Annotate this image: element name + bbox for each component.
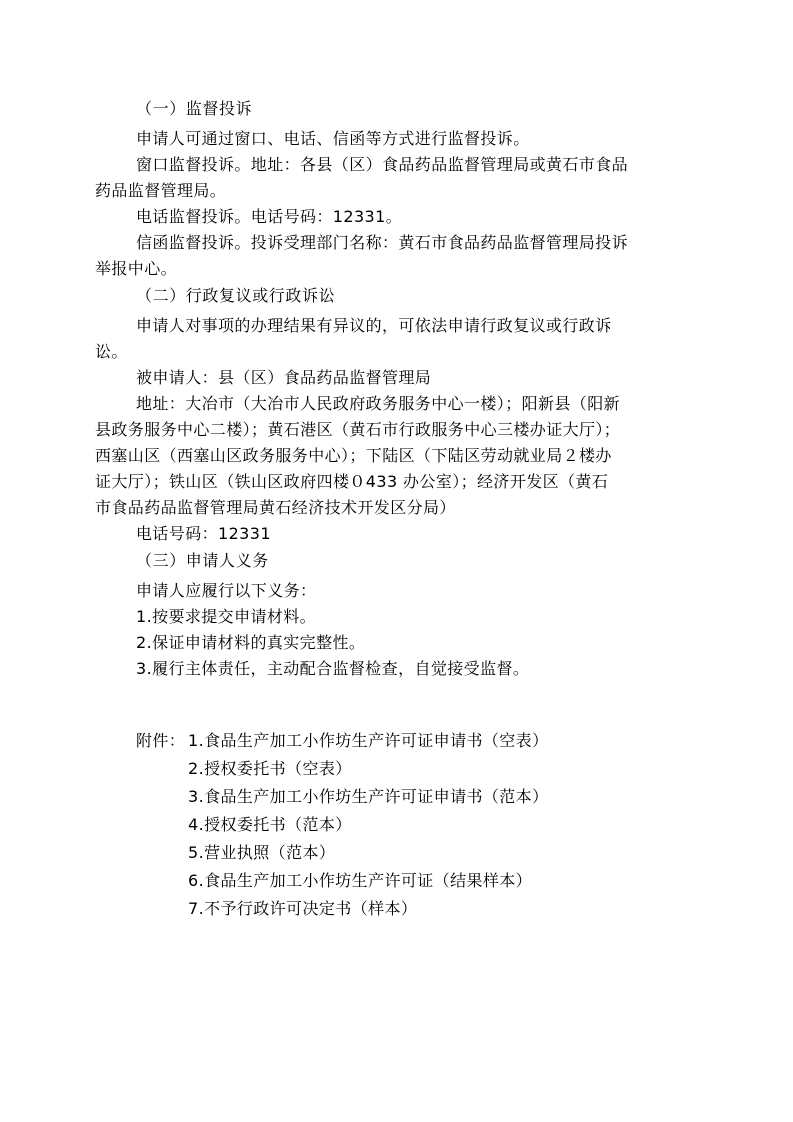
attachment-item: 1.食品生产加工小作坊生产许可证申请书（空表） (188, 731, 549, 750)
paragraph-line: 申请人对事项的办理结果有异议的，可依法申请行政复议或行政诉 (136, 316, 612, 335)
attachment-item: 7.不予行政许可决定书（样本） (188, 899, 418, 918)
list-item: 2.保证申请材料的真实完整性。 (136, 633, 366, 652)
paragraph-line: 举报中心。 (95, 259, 178, 278)
list-item: 3.履行主体责任，主动配合监督检查，自觉接受监督。 (136, 659, 530, 678)
section-heading-review: （二）行政复议或行政诉讼 (136, 286, 336, 305)
paragraph-line: 西塞山区（西塞山区政务服务中心）；下陆区（下陆区劳动就业局２楼办 (95, 446, 612, 465)
paragraph-line: 药品监督管理局。 (95, 181, 227, 200)
attachment-item: 2.授权委托书（空表） (188, 759, 352, 778)
attachment-item: 5.营业执照（范本） (188, 843, 336, 862)
attachments-label: 附件： (136, 731, 186, 750)
paragraph-line: 讼。 (95, 342, 128, 361)
paragraph-line: 窗口监督投诉。地址：各县（区）食品药品监督管理局或黄石市食品 (136, 155, 629, 174)
paragraph-line: 县政务服务中心二楼）；黄石港区（黄石市行政服务中心三楼办证大厅）； (95, 420, 621, 439)
section-heading-supervision: （一）监督投诉 (136, 99, 253, 118)
paragraph-line: 证大厅）；铁山区（铁山区政府四楼０433 办公室）；经济开发区（黄石 (95, 472, 609, 491)
paragraph-line: 地址：大冶市（大冶市人民政府政务服务中心一楼）；阳新县（阳新 (136, 394, 621, 413)
attachment-item: 4.授权委托书（范本） (188, 815, 352, 834)
section-heading-obligations: （三）申请人义务 (136, 551, 269, 570)
paragraph-line: 被申请人：县（区）食品药品监督管理局 (136, 368, 432, 387)
paragraph-line: 电话号码：12331 (136, 524, 271, 543)
paragraph-line: 信函监督投诉。投诉受理部门名称：黄石市食品药品监督管理局投诉 (136, 233, 629, 252)
attachment-item: 3.食品生产加工小作坊生产许可证申请书（范本） (188, 787, 549, 806)
paragraph-line: 申请人应履行以下义务： (136, 581, 317, 600)
paragraph-line: 申请人可通过窗口、电话、信函等方式进行监督投诉。 (136, 129, 530, 148)
attachment-item: 6.食品生产加工小作坊生产许可证（结果样本） (188, 871, 533, 890)
list-item: 1.按要求提交申请材料。 (136, 607, 317, 626)
paragraph-line: 市食品药品监督管理局黄石经济技术开发区分局） (95, 498, 456, 517)
paragraph-line: 电话监督投诉。电话号码：12331。 (136, 207, 403, 226)
